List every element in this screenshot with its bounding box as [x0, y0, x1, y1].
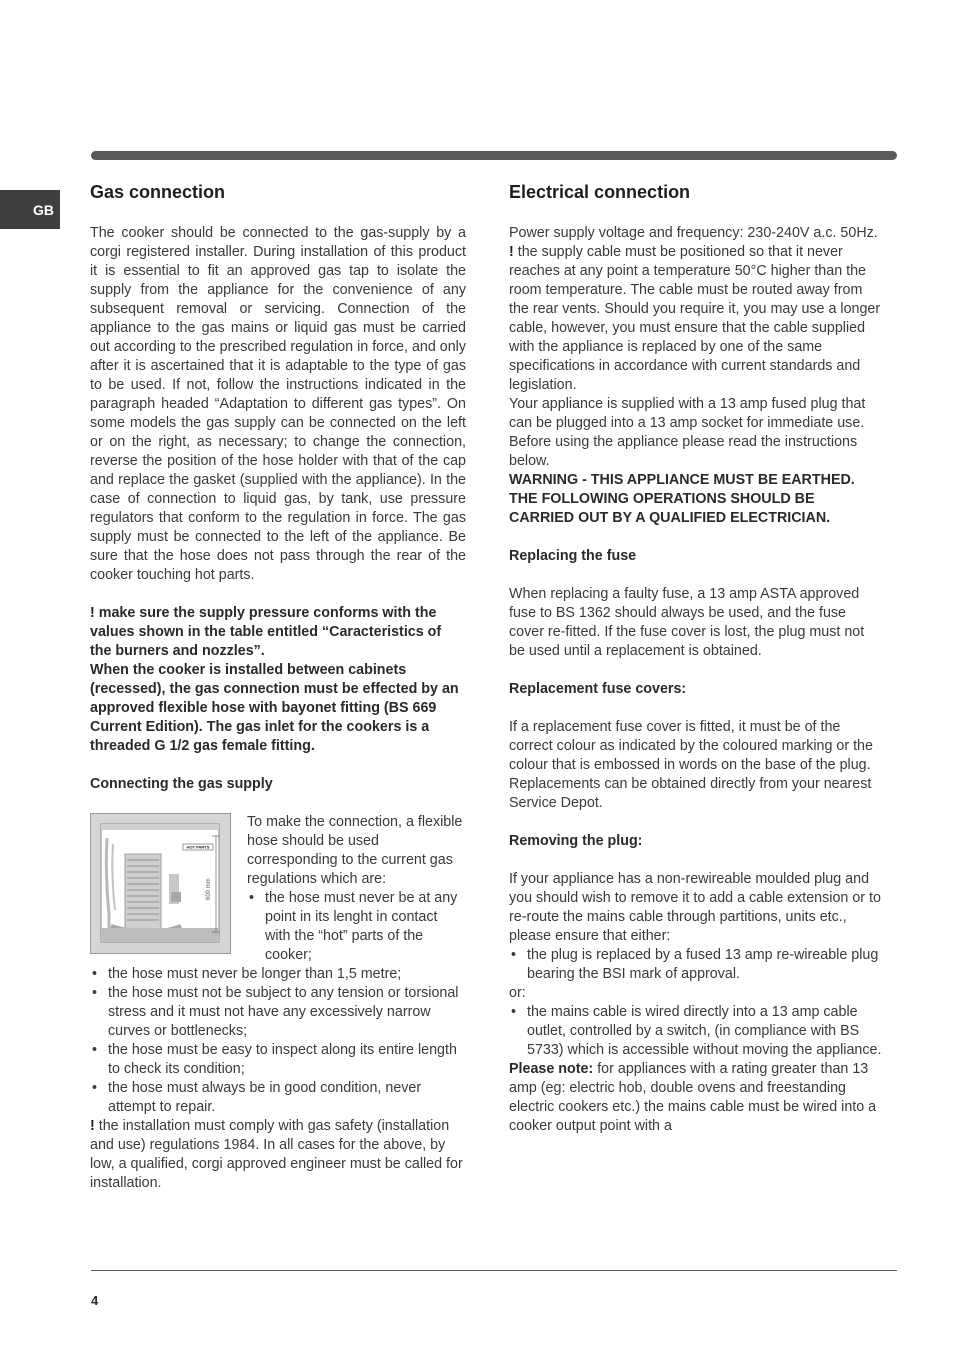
electrical-connection-section: [509, 180, 883, 1136]
please-note-paragraph: Please note: for appliances with a rating greater than 13 amp (eg: electric hob, double ovens and freestanding electric cookers etc.) the mains cable must be wired into a cooker output point with a: [509, 1061, 877, 1134]
installation-compliance-note: ! the installation must comply with gas safety (installation and use) regulations 1984. In all cases for the above, by low, a qualified, corgi approved engineer must be called for installation.: [90, 1118, 463, 1191]
list-item: • the hose must always be in good condition, never attempt to repair.: [90, 1079, 466, 1117]
replacing-fuse-text: When replacing a faulty fuse, a 13 amp ASTA approved fuse to BS 1362 should always be used, and the fuse cover re-fitted. If the fuse cover is lost, the plug must not be used until a replacement is obtained.: [509, 586, 865, 659]
hose-bullet-hot-parts: • the hose must never be at any point in its lenght in contact with the “hot” parts of the cooker;: [247, 889, 466, 965]
hot-parts-label: HOT PARTS: [186, 844, 210, 850]
hose-intro: To make the connection, a flexible hose should be used corresponding to the current gas regulations which are:: [247, 814, 463, 887]
electrical-connection-title: Electrical connection: [509, 182, 691, 202]
gas-connection-section: [90, 180, 466, 1193]
warning-mark: !: [509, 244, 514, 260]
header-rule: [91, 151, 897, 160]
electrician-warning: THE FOLLOWING OPERATIONS SHOULD BE CARRIED OUT BY A QUALIFIED ELECTRICIAN.: [509, 491, 831, 526]
dimension-label: 600 mm: [206, 878, 212, 900]
fused-plug-text: Your appliance is supplied with a 13 amp fused plug that can be plugged into a 13 amp socket for immediate use. Before using the appliance please read the instructions below.: [509, 396, 866, 469]
list-item: • the hose must not be subject to any tension or torsional stress and it must not have any excessively narrow curves or bottlenecks;: [90, 984, 466, 1041]
list-item: • the plug is replaced by a fused 13 amp re-wireable plug bearing the BSI mark of approval.: [509, 946, 883, 984]
figure-side-text: [247, 813, 466, 965]
earthed-warning: WARNING - THIS APPLIANCE MUST BE EARTHED.: [509, 472, 855, 488]
list-item: • the hose must be easy to inspect along its entire length to check its condition;: [90, 1041, 466, 1079]
gas-connection-title: Gas connection: [90, 182, 226, 202]
connecting-gas-heading: Connecting the gas supply: [90, 776, 273, 792]
warning-mark: !: [90, 1118, 95, 1134]
fuse-covers-heading: Replacement fuse covers:: [509, 681, 687, 697]
gas-intro-paragraph: The cooker should be connected to the gas-supply by a corgi registered installer. During installation of this product it is essential to fit an approved gas tap to isolate the supply from the appliance for the convenience of any subsequent removal or servicing. Connection of the appliance to the gas mains or liquid gas must be carried out according to the prescribed regulation in force, and only after it is ascertained that it is adaptable to the type of gas to be used. If not, follow the instructions indicated in the paragraph headed “Adaptation to different gas types”. On some models the gas supply can be connected on the left or on the right, as necessary; to change the connection, reverse the position of the hose holder with that of the cap and replace the gasket (supplied with the appliance). In the case of connection to liquid gas, by tank, use pressure regulators that conform to the regulation in force. The gas supply must be connected to the left of the appliance. Be sure that the hose does not pass through the rear of the cooker touching hot parts.: [90, 225, 466, 583]
note-label: Please note:: [509, 1061, 594, 1077]
removing-plug-heading: Removing the plug:: [509, 833, 643, 849]
list-item: • the hose must never be longer than 1,5 metre;: [90, 965, 466, 984]
page-number: 4: [91, 1293, 99, 1308]
list-item: • the mains cable is wired directly into a 13 amp cable outlet, controlled by a switch, (in compliance with BS 5733) which is accessible without moving the appliance.: [509, 1003, 883, 1060]
supply-voltage: Power supply voltage and frequency: 230-240V a.c. 50Hz.: [509, 225, 878, 241]
pressure-warning: ! make sure the supply pressure conforms with the values shown in the table entitled “Caracteristics of the burners and nozzles”.: [90, 605, 442, 659]
replacing-fuse-heading: Replacing the fuse: [509, 548, 637, 564]
removing-plug-text: If your appliance has a non-rewireable moulded plug and you should wish to remove it to add a cable extension or to re-route the mains cable through partitions, units etc., please ensure that either:: [509, 871, 881, 944]
footer-rule: [91, 1270, 897, 1271]
fuse-covers-text: If a replacement fuse cover is fitted, it must be of the correct colour as indicated by the coloured marking or the colour that is embossed in words on the base of the plug. Replacements can be obtained directly from your nearest Service Depot.: [509, 719, 873, 811]
or-text: or:: [509, 985, 526, 1001]
language-tab: GB: [0, 190, 60, 229]
hose-figure-block: [90, 813, 466, 965]
cabinet-warning: When the cooker is installed between cabinets (recessed), the gas connection must be effected by an approved flexible hose with bayonet fitting (BS 669 Current Edition). The gas inlet for the cookers is a threaded G 1/2 gas female fitting.: [90, 662, 459, 754]
hose-requirements-list: [90, 965, 466, 1117]
supply-cable-warning: ! the supply cable must be positioned so that it never reaches at any point a temperature 50°C higher than the room temperature. The cable must be routed away from the rear vents. Should you require it, you may use a longer cable, however, you must ensure that the cable supplied with the appliance is replaced by one of the same specifications in accordance with current standards and legislation.: [509, 244, 881, 393]
warning-mark: !: [90, 605, 95, 621]
cooker-rear-diagram: [90, 813, 231, 954]
